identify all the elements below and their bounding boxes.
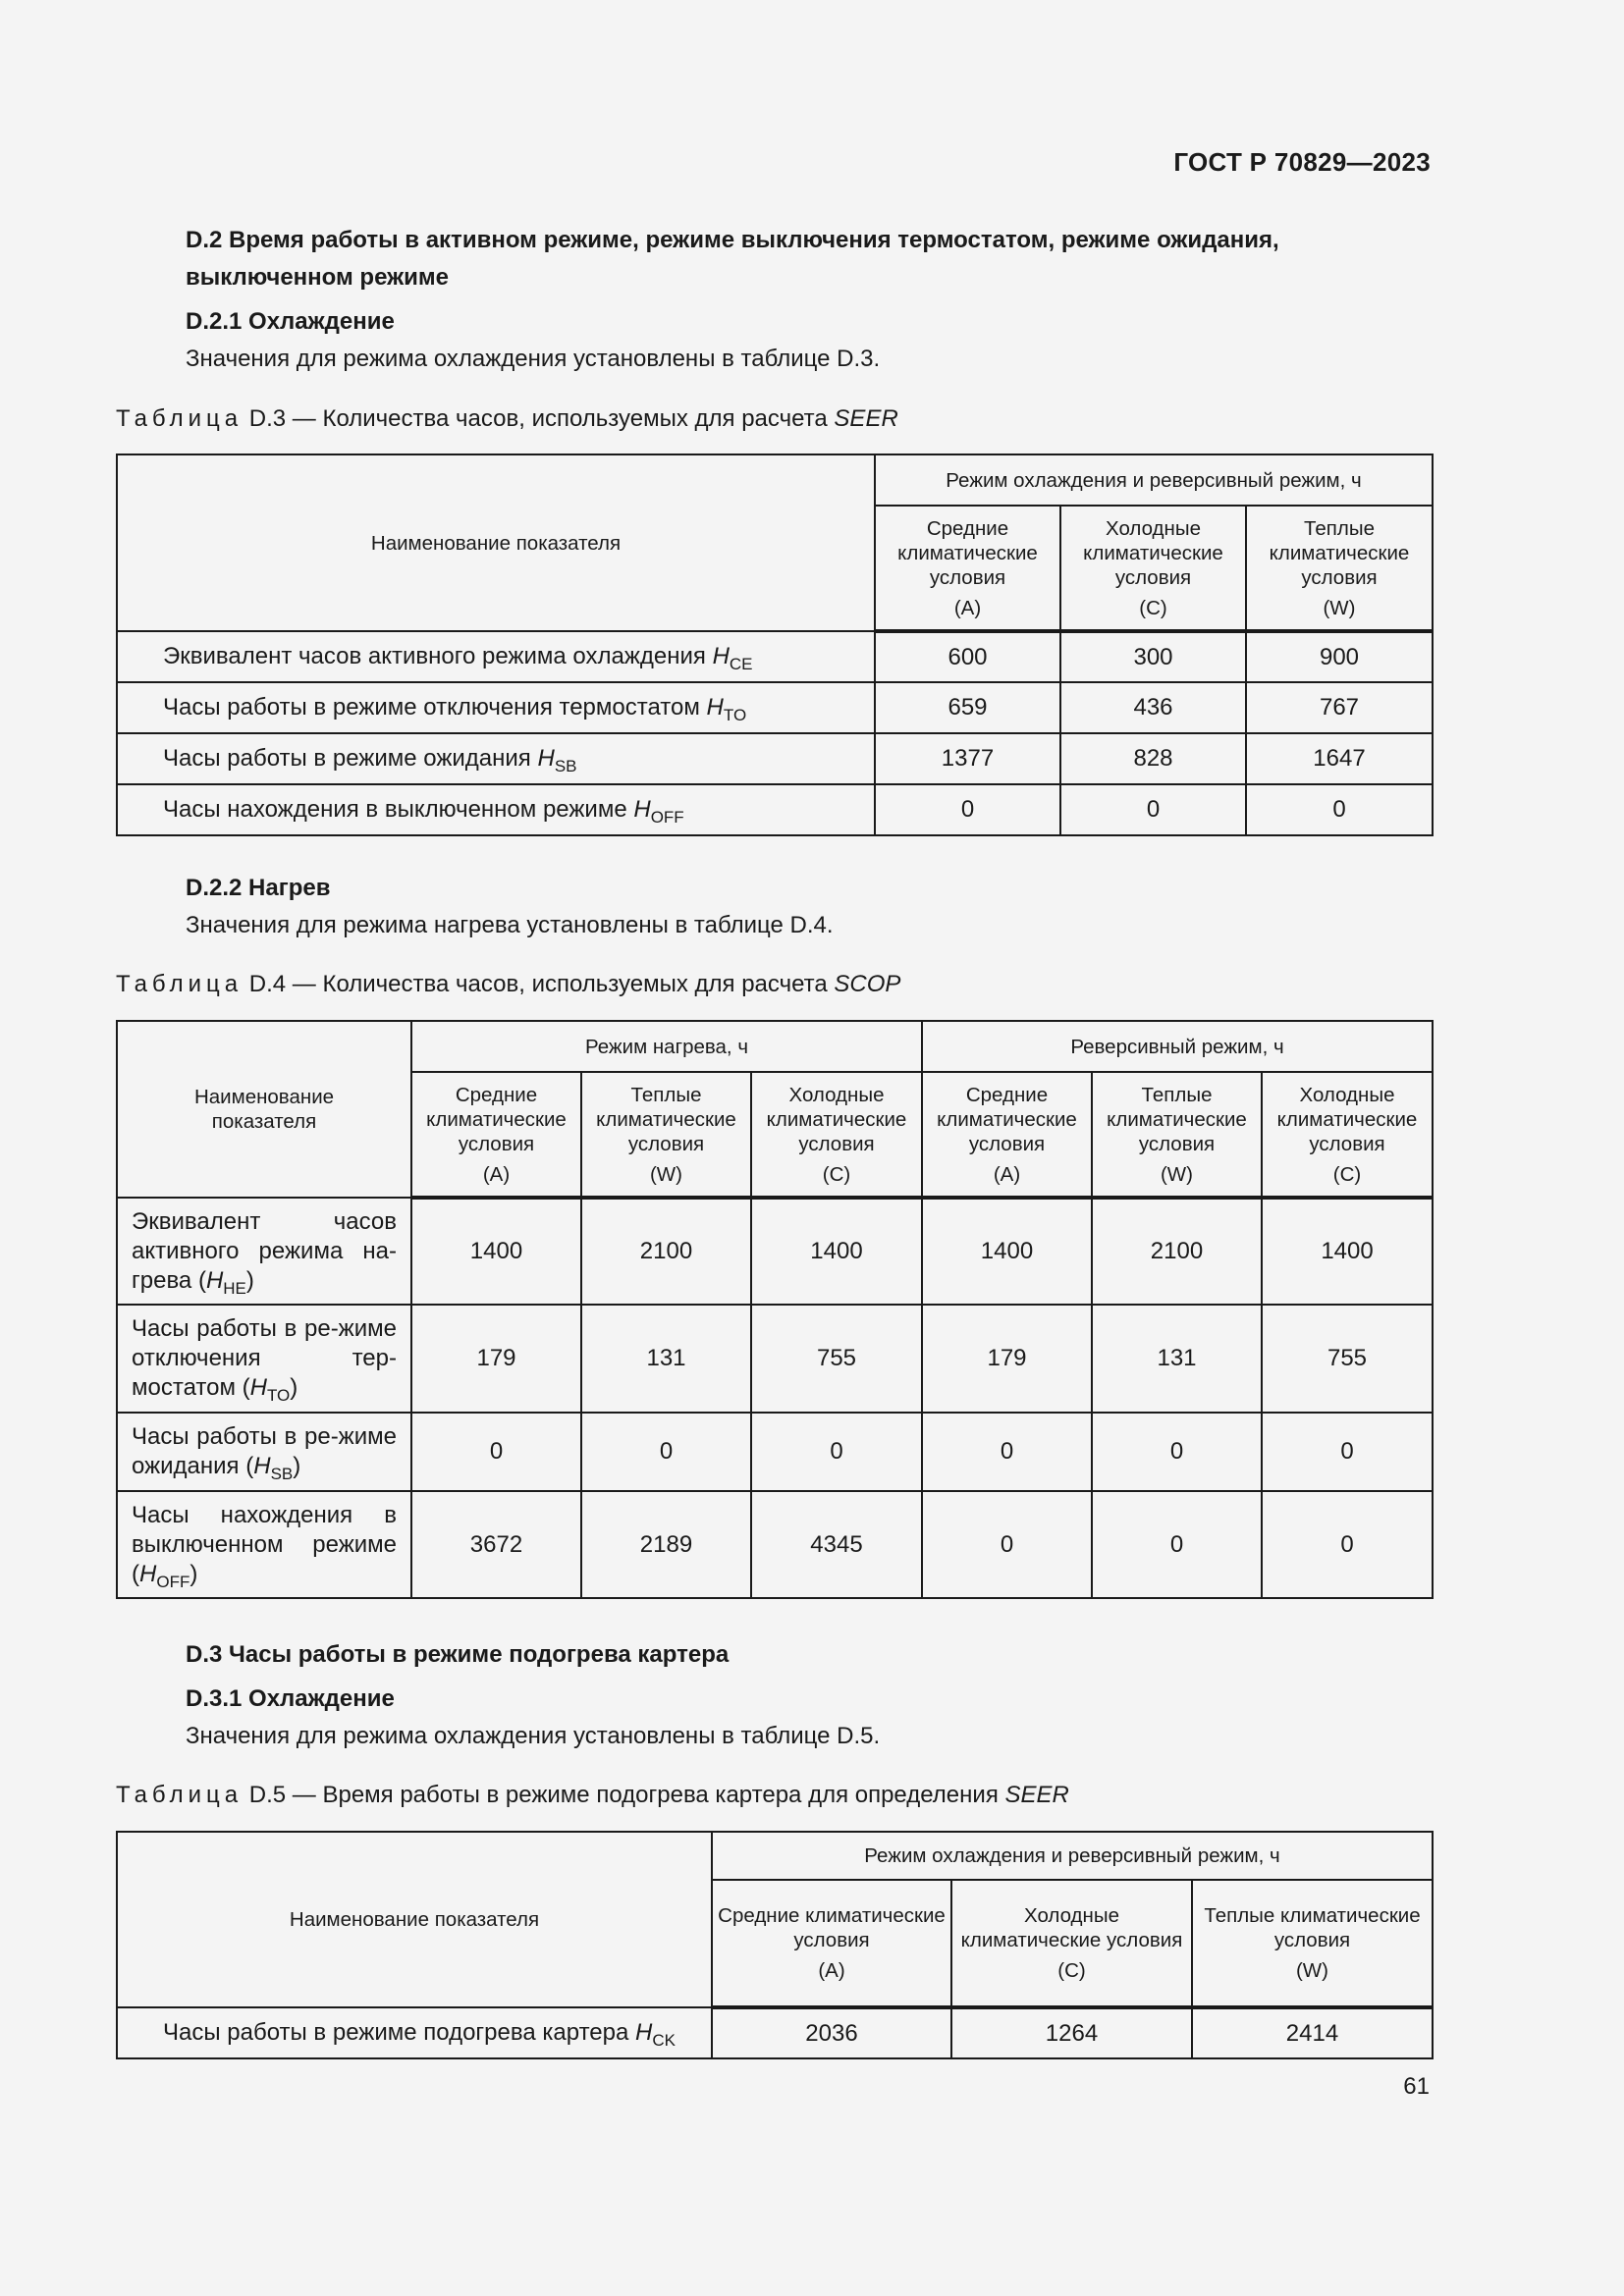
table-d4-header-group-reversible: Реверсивный режим, ч bbox=[922, 1021, 1433, 1072]
table-d4-subcol: Средние климатические условия (A) bbox=[922, 1072, 1092, 1198]
table-row bbox=[117, 682, 1433, 733]
table-cell: 179 bbox=[922, 1305, 1092, 1413]
table-d5-caption: Таблица D.5 — Время работы в режиме подогрева картера для определения SEER bbox=[116, 1782, 1069, 1808]
section-d31-title: D.3.1 Охлаждение bbox=[186, 1685, 395, 1712]
row-label: Часы работы в ре-жиме отключения тер-мостатом $(H_{TO})$ bbox=[117, 1305, 411, 1413]
row-label: Эквивалент часов активного режима охлаждения $H_{CE}$ bbox=[117, 631, 875, 682]
table-cell: 2100 bbox=[1092, 1198, 1262, 1305]
section-d2-title-line2: выключенном режиме bbox=[186, 264, 449, 291]
table-d5 bbox=[116, 1831, 1434, 2059]
table-cell: 0 bbox=[1262, 1491, 1433, 1598]
table-cell: 767 bbox=[1246, 682, 1433, 733]
table-cell: 0 bbox=[581, 1413, 751, 1491]
table-cell: 0 bbox=[1262, 1413, 1433, 1491]
table-cell: 2414 bbox=[1192, 2007, 1433, 2058]
table-cell: 0 bbox=[1060, 784, 1246, 835]
table-cell: 4345 bbox=[751, 1491, 922, 1598]
row-label: Часы работы в ре-жиме ожидания $(H_{SB})$ bbox=[117, 1413, 411, 1491]
table-row bbox=[117, 733, 1433, 784]
table-d3-subcol: Холодные климатические условия (C) bbox=[1060, 506, 1246, 631]
table-cell: 0 bbox=[922, 1413, 1092, 1491]
table-row bbox=[117, 784, 1433, 835]
table-cell: 436 bbox=[1060, 682, 1246, 733]
section-d21-title: D.2.1 Охлаждение bbox=[186, 308, 395, 335]
table-cell: 1400 bbox=[411, 1198, 581, 1305]
table-d5-header-group: Режим охлаждения и реверсивный режим, ч bbox=[712, 1832, 1433, 1880]
table-row bbox=[117, 1198, 1433, 1305]
table-d3-header-name: Наименование показателя bbox=[117, 454, 875, 631]
table-d5-subcol: Средние климатические условия (A) bbox=[712, 1880, 951, 2007]
table-d4 bbox=[116, 1020, 1434, 1599]
table-cell: 1647 bbox=[1246, 733, 1433, 784]
table-d4-subcol: Средние климатические условия (A) bbox=[411, 1072, 581, 1198]
table-cell: 900 bbox=[1246, 631, 1433, 682]
table-d4-header-group-heating: Режим нагрева, ч bbox=[411, 1021, 922, 1072]
table-cell: 179 bbox=[411, 1305, 581, 1413]
table-d3-caption: Таблица D.3 — Количества часов, используемых для расчета SEER bbox=[116, 405, 898, 432]
table-d4-subcol: Теплые климатические условия (W) bbox=[581, 1072, 751, 1198]
table-row bbox=[117, 1491, 1433, 1598]
table-row bbox=[117, 631, 1433, 682]
table-cell: 1400 bbox=[751, 1198, 922, 1305]
section-d3-title: D.3 Часы работы в режиме подогрева картера bbox=[186, 1641, 730, 1668]
section-d22-text: Значения для режима нагрева установлены в таблице D.4. bbox=[186, 912, 834, 938]
table-d4-subcol: Холодные климатические условия (C) bbox=[751, 1072, 922, 1198]
table-cell: 1264 bbox=[951, 2007, 1192, 2058]
table-cell: 0 bbox=[1092, 1413, 1262, 1491]
table-cell: 2036 bbox=[712, 2007, 951, 2058]
table-d5-subcol: Теплые климатические условия (W) bbox=[1192, 1880, 1433, 2007]
row-label: Часы работы в режиме ожидания $H_{SB}$ bbox=[117, 733, 875, 784]
table-d3-header-group: Режим охлаждения и реверсивный режим, ч bbox=[875, 454, 1433, 506]
table-d5-header-name: Наименование показателя bbox=[117, 1832, 712, 2007]
table-cell: 2189 bbox=[581, 1491, 751, 1598]
table-cell: 300 bbox=[1060, 631, 1246, 682]
table-cell: 2100 bbox=[581, 1198, 751, 1305]
row-label: Часы нахождения в выключенном режиме $(H_{OFF})$ bbox=[117, 1491, 411, 1598]
table-cell: 755 bbox=[1262, 1305, 1433, 1413]
document-standard-number: ГОСТ Р 70829—2023 bbox=[1173, 147, 1431, 177]
row-label: Часы работы в режиме отключения термостатом $H_{TO}$ bbox=[117, 682, 875, 733]
row-label: Часы работы в режиме подогрева картера $H_{CK}$ bbox=[117, 2007, 712, 2058]
table-d4-header-name: Наименование показателя bbox=[117, 1021, 411, 1198]
table-cell: 659 bbox=[875, 682, 1060, 733]
table-cell: 131 bbox=[1092, 1305, 1262, 1413]
table-cell: 0 bbox=[751, 1413, 922, 1491]
table-cell: 828 bbox=[1060, 733, 1246, 784]
table-cell: 0 bbox=[411, 1413, 581, 1491]
table-cell: 0 bbox=[875, 784, 1060, 835]
table-cell: 0 bbox=[922, 1491, 1092, 1598]
table-d3 bbox=[116, 454, 1434, 836]
section-d22-title: D.2.2 Нагрев bbox=[186, 875, 331, 901]
table-d4-subcol: Теплые климатические условия (W) bbox=[1092, 1072, 1262, 1198]
table-row bbox=[117, 1305, 1433, 1413]
table-d4-subcol: Холодные климатические условия (C) bbox=[1262, 1072, 1433, 1198]
table-row bbox=[117, 1413, 1433, 1491]
table-cell: 1400 bbox=[922, 1198, 1092, 1305]
table-cell: 600 bbox=[875, 631, 1060, 682]
table-cell: 0 bbox=[1246, 784, 1433, 835]
table-d3-subcol: Теплые климатические условия (W) bbox=[1246, 506, 1433, 631]
row-label: Часы нахождения в выключенном режиме $H_{OFF}$ bbox=[117, 784, 875, 835]
table-cell: 131 bbox=[581, 1305, 751, 1413]
page-number: 61 bbox=[1403, 2073, 1430, 2100]
table-cell: 1400 bbox=[1262, 1198, 1433, 1305]
table-d4-caption: Таблица D.4 — Количества часов, используемых для расчета SCOP bbox=[116, 971, 901, 997]
table-cell: 3672 bbox=[411, 1491, 581, 1598]
table-cell: 1377 bbox=[875, 733, 1060, 784]
table-cell: 755 bbox=[751, 1305, 922, 1413]
table-row bbox=[117, 2007, 1433, 2058]
section-d2-title-line1: D.2 Время работы в активном режиме, режиме выключения термостатом, режиме ожидания, bbox=[186, 227, 1279, 253]
section-d21-text: Значения для режима охлаждения установлены в таблице D.3. bbox=[186, 346, 881, 372]
table-d3-subcol: Средние климатические условия (A) bbox=[875, 506, 1060, 631]
section-d31-text: Значения для режима охлаждения установлены в таблице D.5. bbox=[186, 1723, 881, 1749]
row-label: Эквивалент часов активного режима на-грева $(H_{HE})$ bbox=[117, 1198, 411, 1305]
table-d5-subcol: Холодные климатические условия (C) bbox=[951, 1880, 1192, 2007]
table-cell: 0 bbox=[1092, 1491, 1262, 1598]
